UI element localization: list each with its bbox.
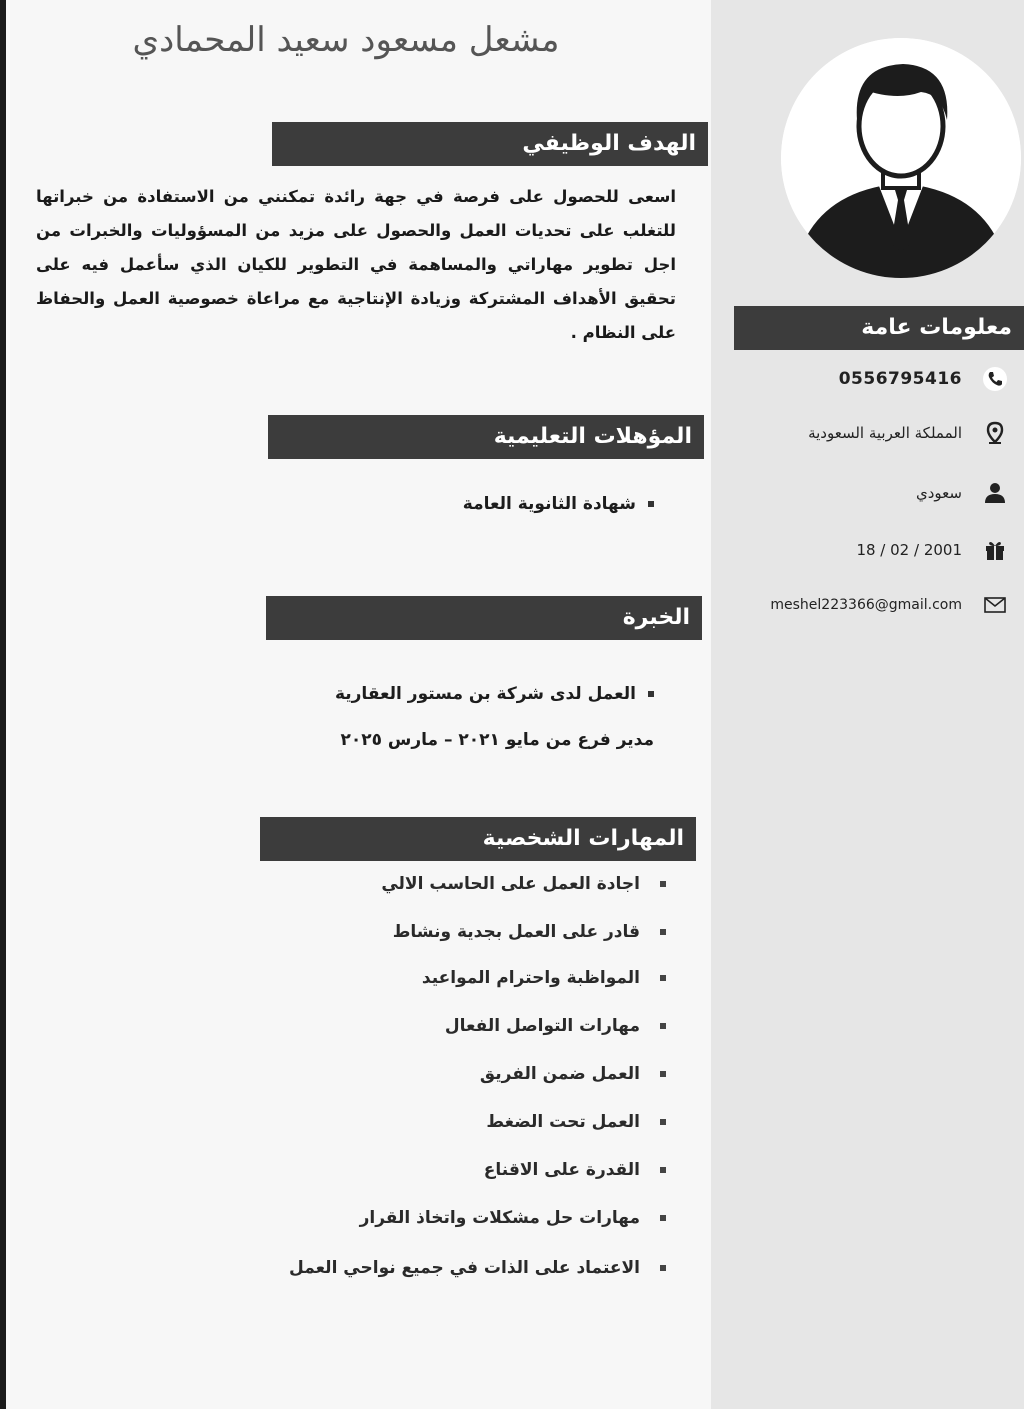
bullet-icon [660, 881, 666, 887]
experience-title: الخبرة [622, 605, 690, 630]
bullet-icon [660, 1119, 666, 1125]
skill-item: العمل تحت الضغط [486, 1112, 666, 1132]
bullet-icon [660, 1071, 666, 1077]
education-header [268, 415, 704, 459]
skills-title: المهارات الشخصية [482, 826, 684, 851]
experience-company: العمل لدى شركة بن مستور العقارية [335, 684, 654, 704]
country: المملكة العربية السعودية [808, 424, 962, 442]
bullet-icon [660, 1215, 666, 1221]
birthdate-row [856, 537, 1008, 563]
birthdate: 2001 / 02 / 18 [856, 541, 962, 559]
nationality: سعودي [916, 484, 962, 502]
skill-item: مهارات حل مشكلات واتخاذ القرار [360, 1208, 666, 1228]
bullet-icon [648, 501, 654, 507]
location-icon [982, 420, 1008, 446]
skill-item: المواظبة واحترام المواعيد [422, 968, 666, 988]
person-icon [982, 480, 1008, 506]
gift-icon [982, 537, 1008, 563]
education-title: المؤهلات التعليمية [493, 424, 692, 449]
skills-list [206, 868, 666, 1308]
skill-item: القدرة على الاقناع [484, 1160, 666, 1180]
email-address: meshel223366@gmail.com [770, 597, 962, 613]
bullet-icon [660, 975, 666, 981]
country-row [808, 420, 1008, 446]
applicant-name: مشعل مسعود سعيد المحمادي [132, 20, 560, 60]
avatar [781, 38, 1021, 278]
bullet-icon [648, 691, 654, 697]
experience-header [266, 596, 702, 640]
skill-item: الاعتماد على الذات في جميع نواحي العمل [289, 1258, 666, 1278]
bullet-icon [660, 1023, 666, 1029]
objective-header [272, 122, 708, 166]
cv-page [6, 0, 1024, 1409]
avatar-silhouette-icon [781, 38, 1021, 278]
phone-icon [982, 366, 1008, 392]
general-info-title: معلومات عامة [861, 315, 1012, 340]
general-info-header [734, 306, 1024, 350]
objective-text: اسعى للحصول على فرصة في جهة رائدة تمكنني من الاستفادة من خبراتها للتغلب على تحديات العمل والحصول على مزيد من المسؤوليات والخبرات من اجل تطوير مهاراتي والمساهمة في التطوير للكيان الذي سأعمل فيه على تحقيق الأهداف المشتركة وزيادة الإنتاجية مع مراعاة خصوصية العمل والحفاظ على النظام . [36, 187, 676, 342]
nationality-row [916, 480, 1008, 506]
email-icon [982, 592, 1008, 618]
objective-title: الهدف الوظيفي [522, 131, 696, 156]
skills-header [260, 817, 696, 861]
experience-role: مدير فرع من مايو ٢٠٢١ – مارس ٢٠٢٥ [340, 730, 654, 750]
skill-item: العمل ضمن الفريق [480, 1064, 666, 1084]
skill-item: قادر على العمل بجدية ونشاط [393, 922, 666, 942]
skill-item: مهارات التواصل الفعال [445, 1016, 666, 1036]
bullet-icon [660, 1167, 666, 1173]
bullet-icon [660, 1265, 666, 1271]
phone-row [839, 366, 1008, 392]
education-item: شهادة الثانوية العامة [463, 494, 654, 514]
phone-number: 0556795416 [838, 369, 962, 389]
skill-item: اجادة العمل على الحاسب الالي [381, 874, 666, 894]
email-row [770, 592, 1008, 618]
bullet-icon [660, 929, 666, 935]
